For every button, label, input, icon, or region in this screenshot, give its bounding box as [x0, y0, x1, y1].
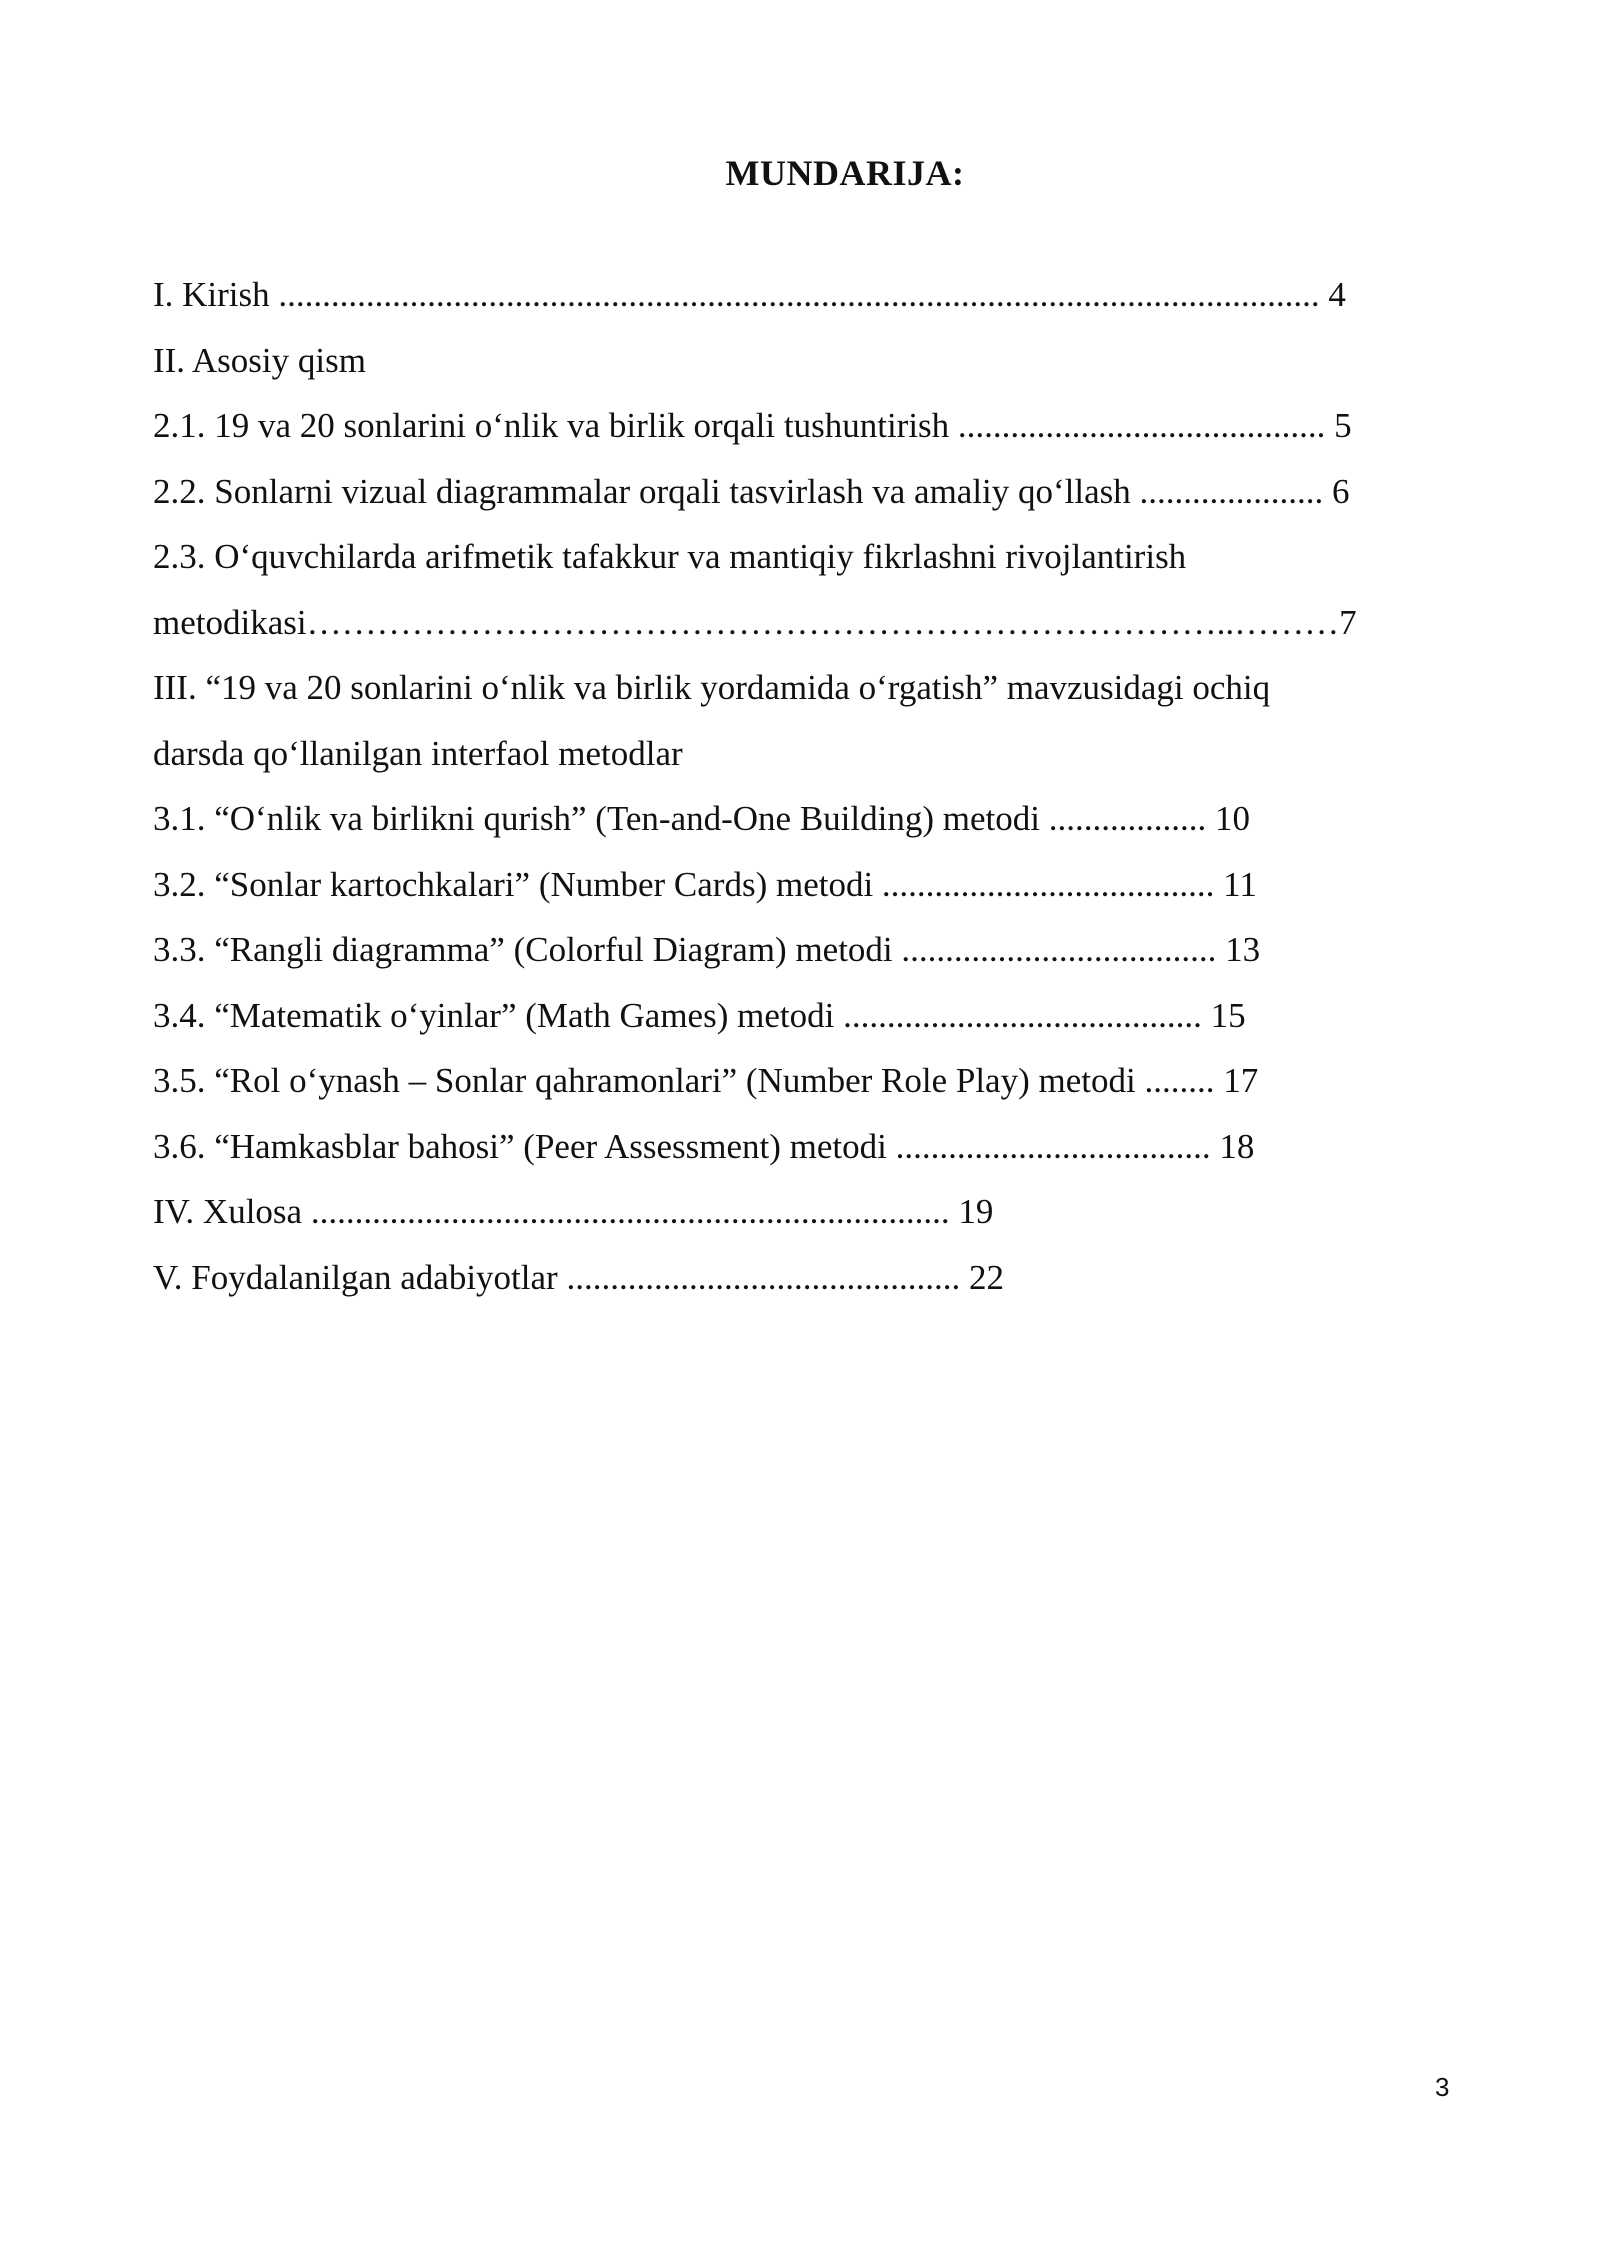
page-title: MUNDARIJA:: [725, 153, 965, 193]
toc-entry-2-3-continued: metodikasi……………………………………………………………………..………7: [153, 602, 1357, 642]
toc-section-iii-continued: darsda qo‘llanilgan interfaol metodlar: [153, 733, 683, 773]
toc-entry-3-1: 3.1. “O‘nlik va birlikni qurish” (Ten-and-One Building) metodi .................. 10: [153, 799, 1250, 838]
toc-entry-adabiyotlar: V. Foydalanilgan adabiyotlar ............................................. 22: [153, 1257, 1004, 1297]
toc-entry-xulosa: IV. Xulosa ......................................................................... 19: [153, 1192, 994, 1231]
toc-entry-3-3: 3.3. “Rangli diagramma” (Colorful Diagram) metodi .................................... 13: [153, 930, 1261, 969]
toc-section-iii: III. “19 va 20 sonlarini o‘nlik va birlik yordamida o‘rgatish” mavzusidagi ochiq: [153, 668, 1271, 707]
toc-section-asosiy-qism: II. Asosiy qism: [153, 340, 366, 380]
toc-entry-2-3: 2.3. O‘quvchilarda arifmetik tafakkur va mantiqiy fikrlashni rivojlantirish: [153, 537, 1187, 576]
toc-entry-2-2: 2.2. Sonlarni vizual diagrammalar orqali tasvirlash va amaliy qo‘llash ..................... 6: [153, 471, 1350, 511]
toc-entry-kirish: I. Kirish ....................................................................................................................... 4: [153, 275, 1346, 314]
toc-entry-3-6: 3.6. “Hamkasblar bahosi” (Peer Assessment) metodi .................................... 18: [153, 1126, 1255, 1166]
page-number: 3: [1435, 2072, 1450, 2102]
toc-entry-2-1: 2.1. 19 va 20 sonlarini o‘nlik va birlik orqali tushuntirish .......................................... 5: [153, 406, 1352, 445]
toc-entry-3-4: 3.4. “Matematik o‘yinlar” (Math Games) metodi ......................................... 15: [153, 995, 1246, 1035]
table-of-contents: [153, 262, 1453, 1310]
toc-entry-3-5: 3.5. “Rol o‘ynash – Sonlar qahramonlari” (Number Role Play) metodi ........ 17: [153, 1061, 1259, 1100]
toc-entry-3-2: 3.2. “Sonlar kartochkalari” (Number Cards) metodi ...................................... 11: [153, 864, 1257, 904]
